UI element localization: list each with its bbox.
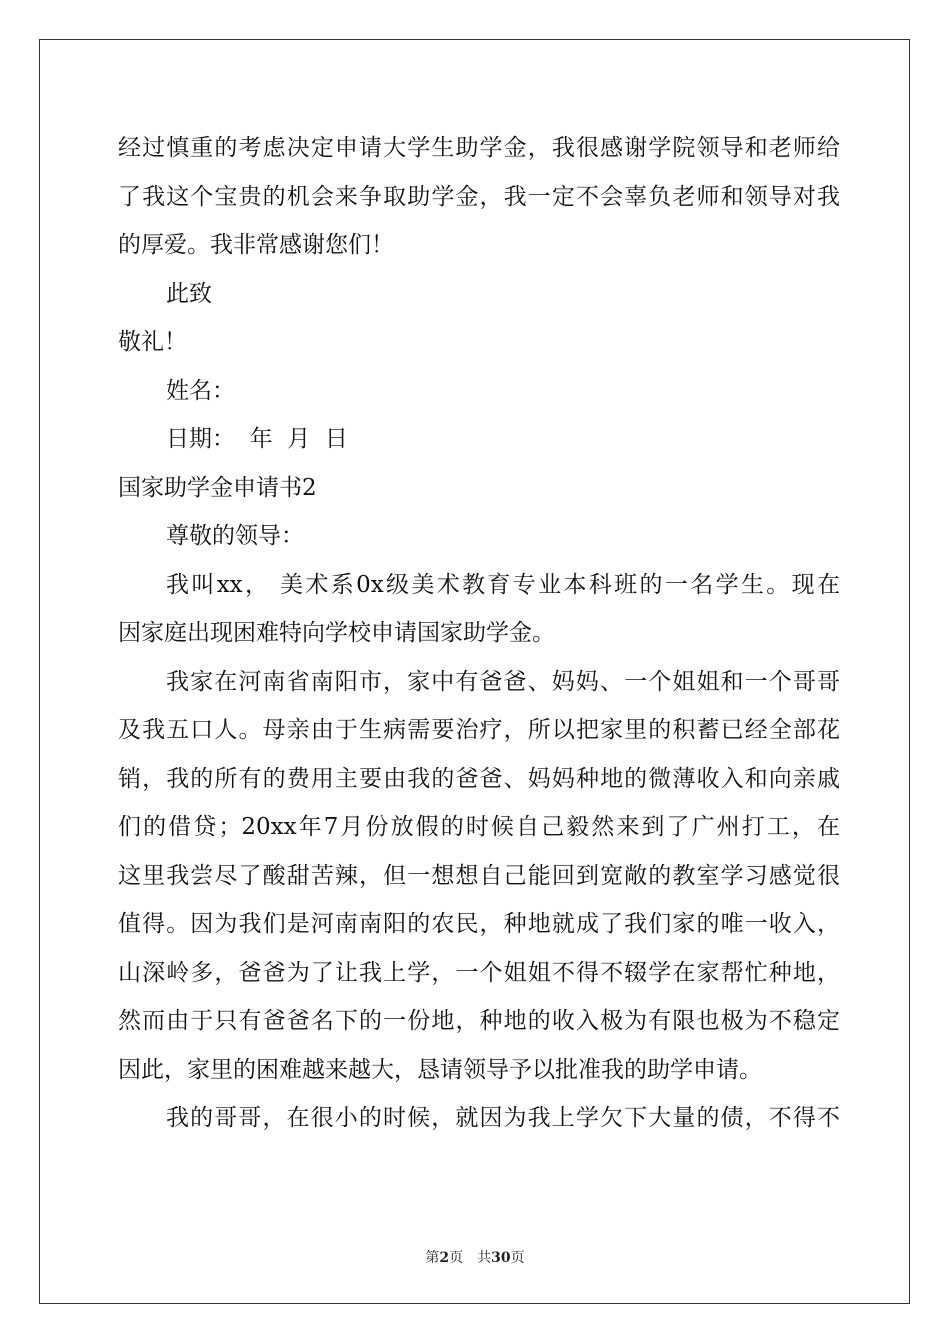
text-line: 我叫xx， 美术系0x级美术教育专业本科班的一名学生。现在 xyxy=(166,571,840,598)
total-prefix: 共 xyxy=(477,1250,492,1266)
text-line: 因此，家里的困难越来越大，恳请领导予以批准我的助学申请。 xyxy=(118,1056,762,1083)
text-line: 因家庭出现困难特向学校申请国家助学金。 xyxy=(118,620,555,646)
greeting: 尊敬的领导： xyxy=(166,523,304,549)
page-total: 30 xyxy=(491,1250,511,1266)
text-line: 然而由于只有爸爸名下的一份地，种地的收入极为有限也极为不稳定 xyxy=(118,1008,840,1034)
page-current: 2 xyxy=(439,1250,450,1266)
signature-name: 姓名： xyxy=(166,377,235,404)
document-body xyxy=(118,124,840,1143)
signature-date: 日期： 年 月 日 xyxy=(166,426,348,452)
page-suffix: 页 xyxy=(449,1250,464,1266)
closing-salutation: 此致 xyxy=(166,280,212,307)
text-line: 我的哥哥，在很小的时候，就因为我上学欠下大量的债，不得不 xyxy=(166,1105,840,1131)
text-line: 们的借贷；20xx年7月份放假的时候自己毅然来到了广州打工，在 xyxy=(118,814,840,840)
section-title: 国家助学金申请书2 xyxy=(118,474,317,501)
total-suffix: 页 xyxy=(510,1250,525,1266)
text-line: 的厚爱。我非常感谢您们！ xyxy=(118,232,394,258)
text-line: 经过慎重的考虑决定申请大学生助学金，我很感谢学院领导和老师给 xyxy=(118,135,840,161)
text-line: 我家在河南省南阳市，家中有爸爸、妈妈、一个姐姐和一个哥哥 xyxy=(166,668,840,695)
page-prefix: 第 xyxy=(425,1250,440,1266)
text-line: 值得。因为我们是河南南阳的农民，种地就成了我们家的唯一收入， xyxy=(118,911,840,937)
page-footer xyxy=(0,1247,950,1267)
text-line: 这里我尝尽了酸甜苦辣，但一想想自己能回到宽敞的教室学习感觉很 xyxy=(118,862,840,889)
text-line: 了我这个宝贵的机会来争取助学金，我一定不会辜负老师和领导对我 xyxy=(118,183,840,210)
closing-regards: 敬礼！ xyxy=(118,329,187,355)
text-line: 及我五口人。母亲由于生病需要治疗，所以把家里的积蓄已经全部花 xyxy=(118,717,840,743)
text-line: 销，我的所有的费用主要由我的爸爸、妈妈种地的微薄收入和向亲戚 xyxy=(118,765,840,792)
text-line: 山深岭多，爸爸为了让我上学，一个姐姐不得不辍学在家帮忙种地， xyxy=(118,959,840,986)
